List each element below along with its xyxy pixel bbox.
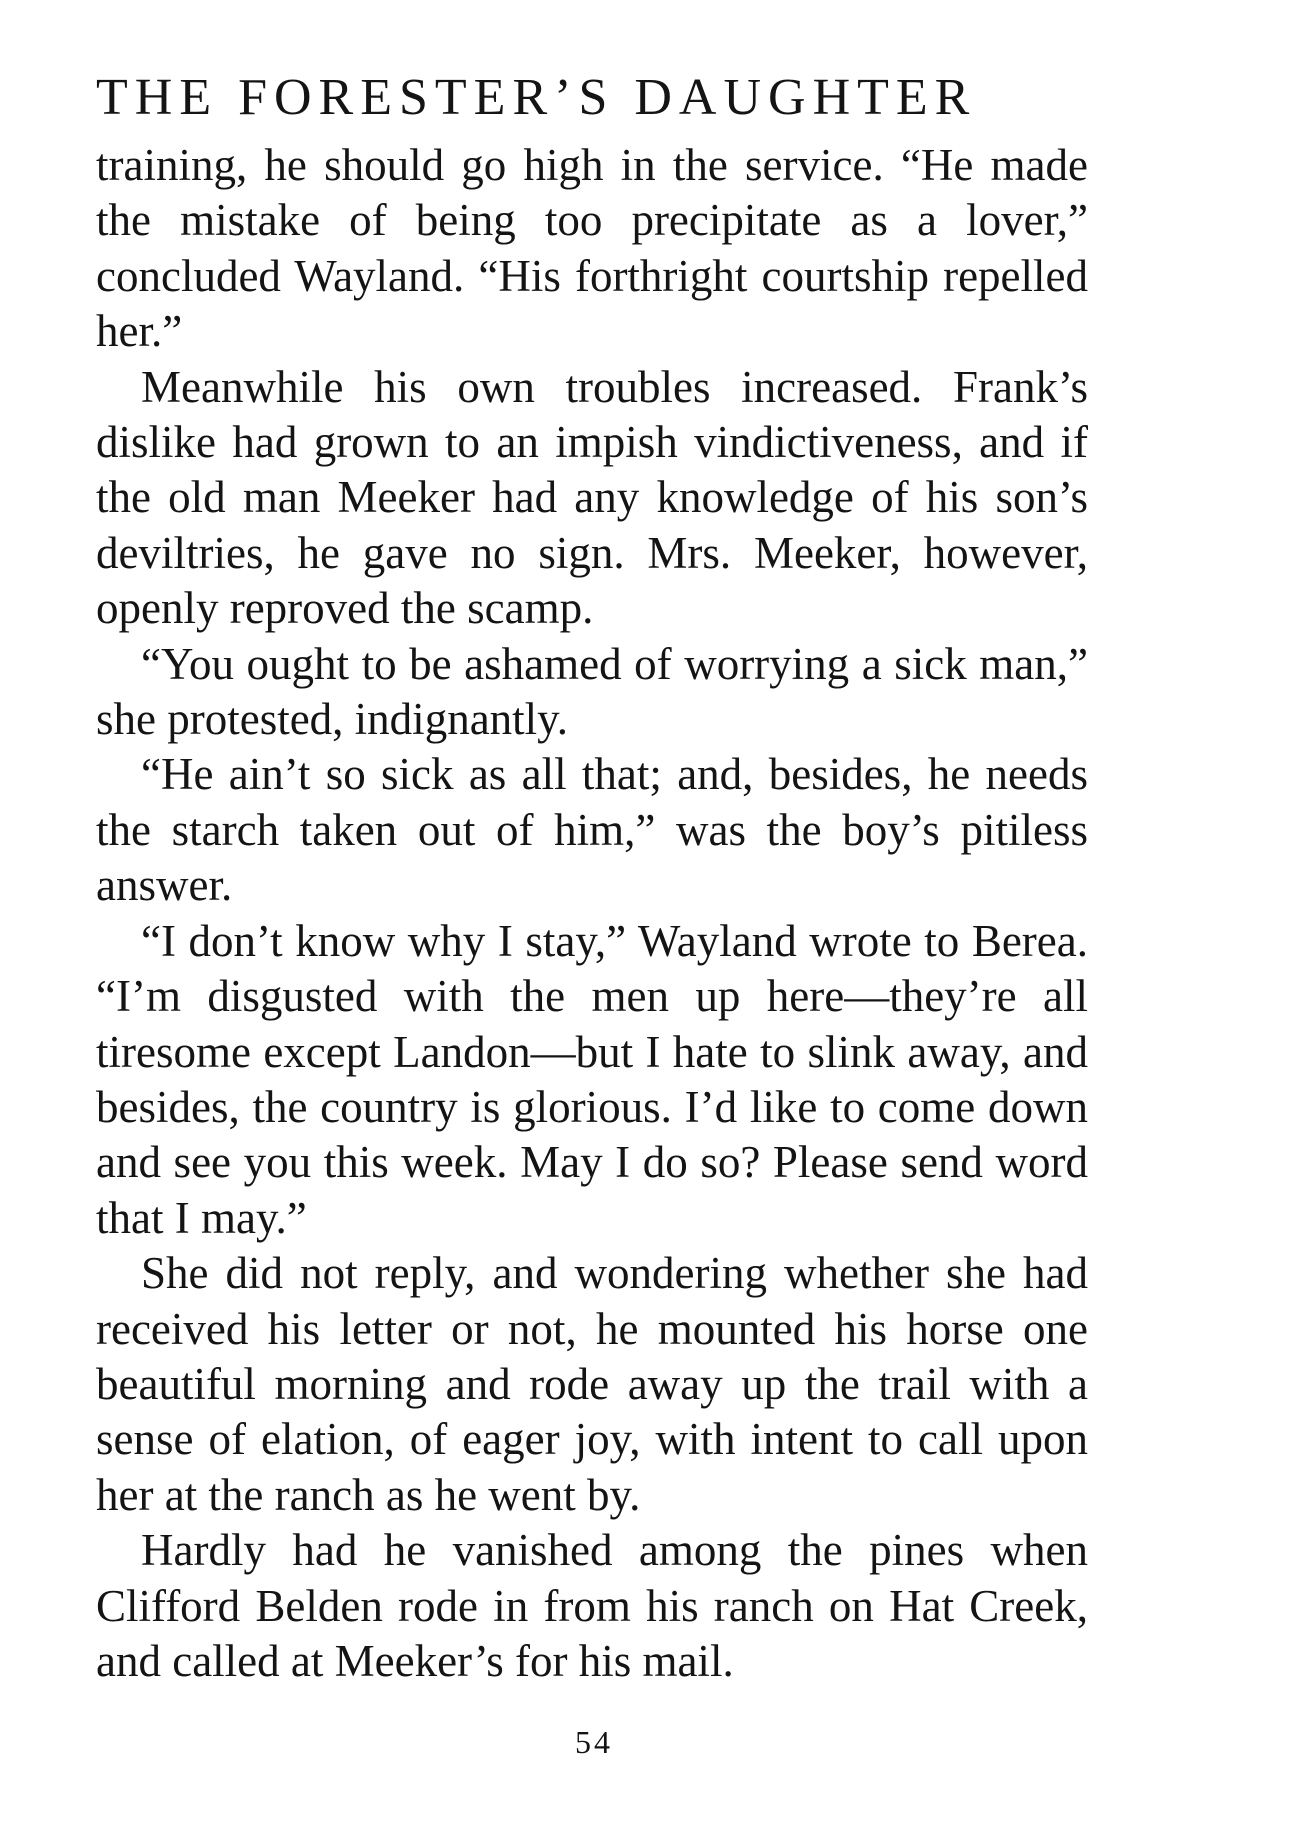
paragraph: Meanwhile his own troubles increased. Frank’s dislike had grown to an impish vindictiveness, and if the old man Meeker had any knowledge of his son’s deviltries, he gave no sign. Mrs. Meeker, however, openly reproved the scamp.: [96, 361, 1088, 634]
paragraph: “You ought to be ashamed of worrying a sick man,” she protested, indignantly.: [96, 638, 1088, 745]
paragraph: Hardly had he vanished among the pines when Clifford Belden rode in from his ranch on Hat Creek, and called at Meeker’s for his mail.: [96, 1525, 1088, 1686]
paragraph: training, he should go high in the service. “He made the mistake of being too precipitate as a lover,” concluded Wayland. “His forthright courtship repelled her.”: [96, 140, 1088, 357]
page-number: 54: [575, 1724, 613, 1760]
paragraph: She did not reply, and wondering whether she had received his letter or not, he mounted his horse one beautiful morning and rode away up the trail with a sense of elation, of eager joy, with intent to call upon her at the ranch as he went by.: [96, 1248, 1088, 1520]
paragraph: “I don’t know why I stay,” Wayland wrote to Berea. “I’m disgusted with the men up here—they’re all tiresome except Landon—but I hate to slink away, and besides, the country is glorious. I’d like to come down and see you this week. May I do so? Please send word that I may.”: [96, 915, 1088, 1243]
body-text: [96, 138, 1088, 1689]
book-page: [96, 58, 1088, 1689]
running-head: THE FORESTER’S DAUGHTER: [96, 69, 977, 126]
paragraph: “He ain’t so sick as all that; and, besides, he needs the starch taken out of him,” was the boy’s pitiless answer.: [96, 749, 1088, 911]
